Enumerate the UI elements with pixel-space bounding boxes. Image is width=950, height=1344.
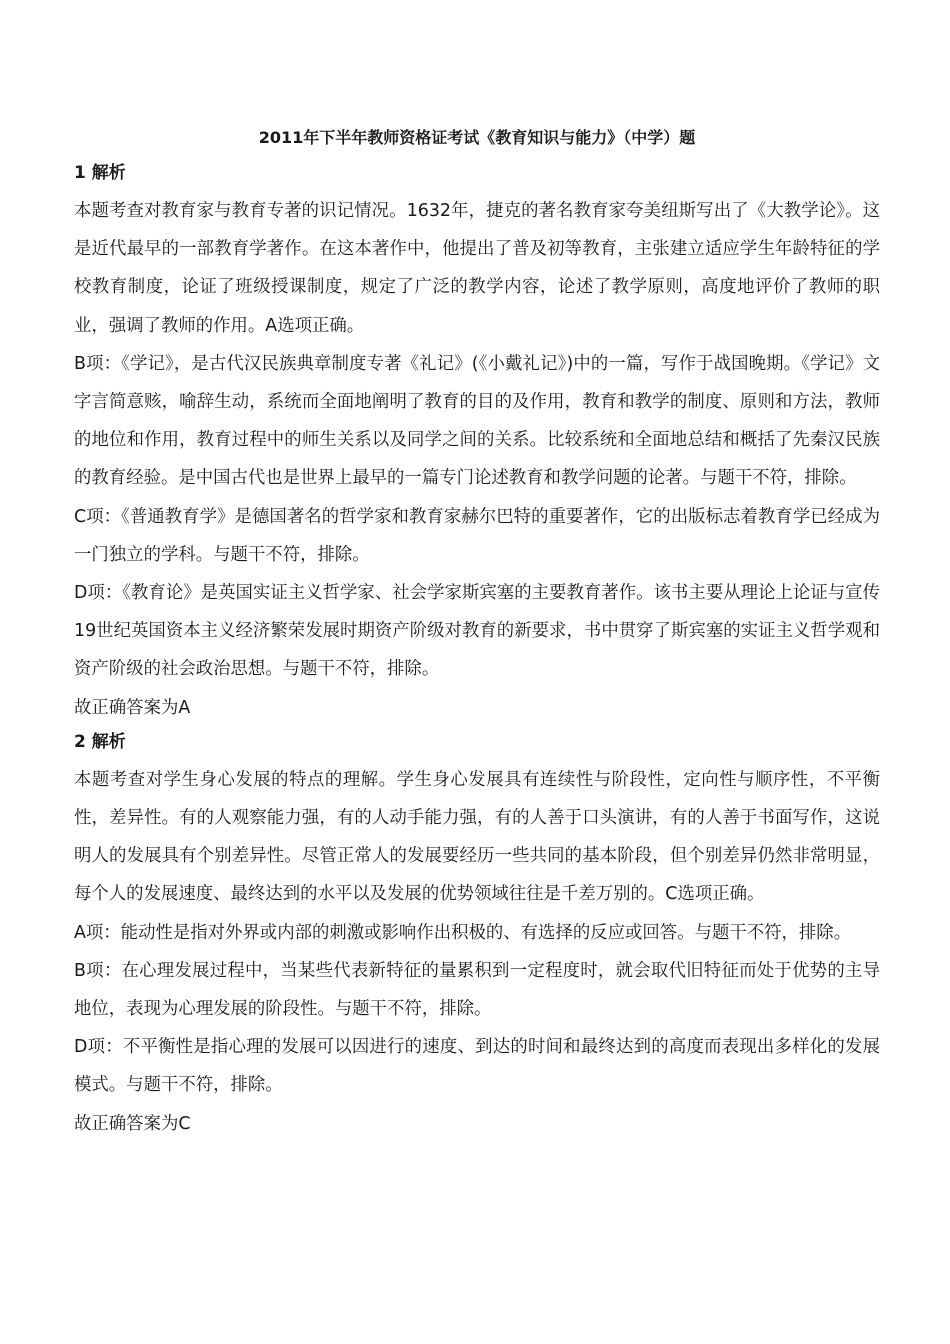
paragraph: A项：能动性是指对外界或内部的刺激或影响作出积极的、有选择的反应或回答。与题干不符，排除。: [74, 922, 852, 943]
document-page: [74, 124, 880, 1143]
paragraph: D项：不平衡性是指心理的发展可以因进行的速度、到达的时间和最终达到的高度而表现出多样化的发展模式。与题干不符，排除。: [74, 1037, 880, 1096]
section-1: [74, 158, 880, 727]
paragraph: B项：《学记》，是古代汉民族典章制度专著《礼记》(《小戴礼记》)中的一篇，写作于战国晚期。《学记》文字言简意赅，喻辞生动，系统而全面地阐明了教育的目的及作用，教育和教学的制度、原则和方法，教师的地位和作用，教育过程中的师生关系以及同学之间的关系。比较系统和全面地总结和概括了先秦汉民族的教育经验。是中国古代也是世界上最早的一篇专门论述教育和教学问题的论著。与题干不符，排除。: [74, 353, 880, 489]
paragraph: 本题考查对教育家与教育专著的识记情况。1632年，捷克的著名教育家夸美纽斯写出了《大教学论》。这是近代最早的一部教育学著作。在这本著作中，他提出了普及初等教育，主张建立适应学生年龄特征的学校教育制度，论证了班级授课制度，规定了广泛的教学内容，论述了教学原则，高度地评价了教师的职业，强调了教师的作用。A选项正确。: [74, 201, 880, 336]
paragraph: B项：在心理发展过程中，当某些代表新特征的量累积到一定程度时，就会取代旧特征而处于优势的主导地位，表现为心理发展的阶段性。与题干不符，排除。: [74, 960, 880, 1020]
document-title: 2011年下半年教师资格证考试《教育知识与能力》（中学）题: [258, 128, 696, 147]
answer-line: 故正确答案为A: [74, 697, 191, 718]
answer-line: 故正确答案为C: [74, 1113, 191, 1134]
section-2: [74, 727, 880, 1143]
paragraph: C项：《普通教育学》是德国著名的哲学家和教育家赫尔巴特的重要著作，它的出版标志着教育学已经成为一门独立的学科。与题干不符，排除。: [74, 506, 880, 565]
section-heading: 1 解析: [74, 163, 126, 183]
paragraph: D项：《教育论》是英国实证主义哲学家、社会学家斯宾塞的主要教育著作。该书主要从理论上论证与宣传19世纪英国资本主义经济繁荣发展时期资产阶级对教育的新要求，书中贯穿了斯宾塞的实证主义哲学观和资产阶级的社会政治思想。与题干不符，排除。: [74, 583, 880, 680]
paragraph: 本题考查对学生身心发展的特点的理解。学生身心发展具有连续性与阶段性，定向性与顺序性，不平衡性，差异性。有的人观察能力强，有的人动手能力强，有的人善于口头演讲，有的人善于书面写作，这说明人的发展具有个别差异性。尽管正常人的发展要经历一些共同的基本阶段，但个别差异仍然非常明显，每个人的发展速度、最终达到的水平以及发展的优势领域往往是千差万别的。C选项正确。: [74, 769, 880, 905]
section-heading: 2 解析: [74, 731, 126, 752]
